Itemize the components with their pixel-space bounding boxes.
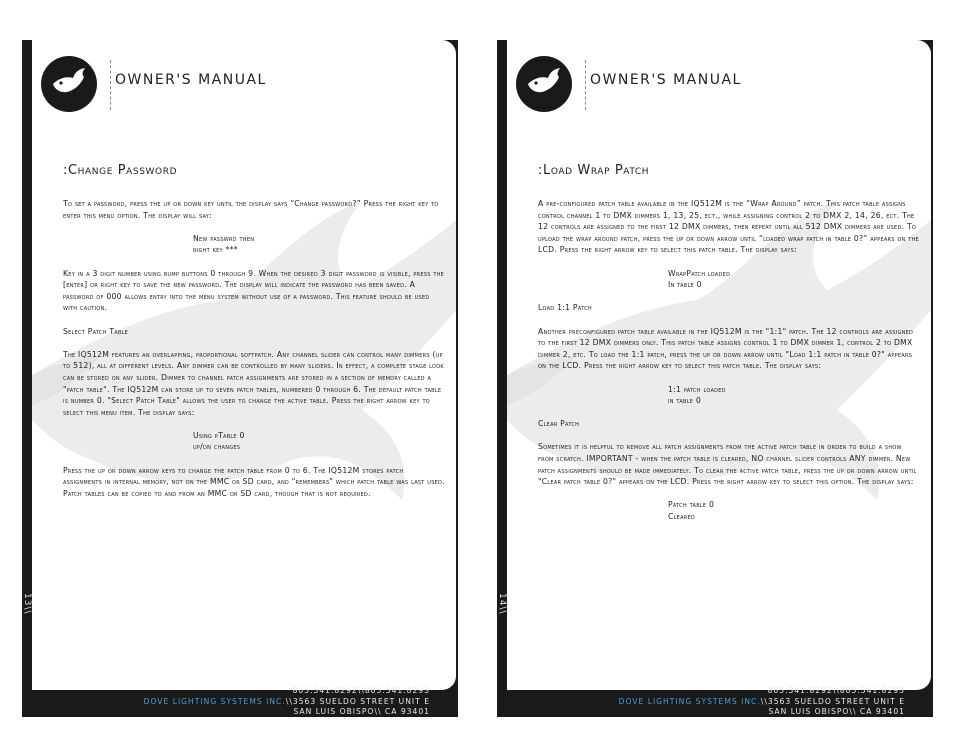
manual-page-right — [497, 40, 933, 717]
manual-page-left — [22, 40, 458, 717]
lcd-line: right key *** — [193, 245, 238, 255]
lcd-line: Cleared — [668, 512, 695, 522]
lcd-line: WrapPatch loaded — [668, 268, 731, 278]
lcd-line: Patch table 0 — [668, 500, 715, 510]
lcd-line: New passwrd then — [193, 233, 255, 243]
page-body — [538, 198, 920, 534]
footer-company: DOVE LIGHTING SYSTEMS INC. — [618, 696, 761, 706]
page-card — [32, 40, 456, 690]
footer-phone: 805.541.8292\\805.541.8293 — [292, 686, 430, 695]
footer-address-2: SAN LUIS OBISPO\\ CA 93401 — [293, 707, 430, 716]
footer-address-2: SAN LUIS OBISPO\\ CA 93401 — [768, 707, 905, 716]
lcd-line: in table 0 — [668, 396, 701, 406]
footer-company: DOVE LIGHTING SYSTEMS INC. — [143, 696, 286, 706]
footer-address-1: \\3563 SUELDO STREET UNIT E — [285, 696, 430, 706]
lcd-line: 1:1 patch loaded — [668, 384, 726, 394]
footer-address-1: \\3563 SUELDO STREET UNIT E — [760, 696, 905, 706]
body-paragraph: To set a password, press the up or down key until the display says “Change password?” Press the right key to enter this menu option. The display will say: — [63, 199, 439, 220]
lcd-display-text — [668, 268, 920, 291]
footer-contact — [144, 686, 430, 718]
body-paragraph: Sometimes it is helpful to remove all patch assignments from the active patch table in order to build a show from scratch. IMPORTANT - when the patch table is cleared, NO channel slider controls ANY dimmer. New patch assignments should be made immediately. To clear the active patch table, press the up or down arrow until "Clear patch table 0?" appears on the LCD. Press the right arrow key to select this option. The display says: — [538, 442, 917, 487]
manual-title: OWNER'S MANUAL — [590, 72, 742, 88]
lcd-display-text — [193, 430, 445, 453]
lcd-display-text — [668, 499, 920, 522]
lcd-display-text — [193, 233, 445, 256]
body-paragraph: The IQ512M features an overlapping, proportional softpatch. Any channel slider can control many dimmers (up to 512), all at different levels. Any dimmer can be controlled by many sliders. In effect, a complete stage look can be stored on any slider. Dimmer to channel patch assignments are stored in a section of memory called a "patch table". The IQ512M can store up to seven patch tables, numbered 0 through 6. The default patch table is number 0. "Select Patch Table" allows the user to change the active table. Press the right arrow key to select this menu item. The display says: — [63, 349, 444, 417]
header-divider — [110, 60, 111, 110]
footer-phone: 805.541.8292\\805.541.8293 — [767, 686, 905, 695]
page-card — [507, 40, 931, 690]
dove-logo-icon — [41, 56, 97, 112]
page-number: 13\\ — [22, 593, 32, 615]
lcd-line: Using pTable 0 — [193, 430, 245, 440]
body-paragraph: A pre-configured patch table available in the IQ512M is the “Wrap Around” patch. This patch table assigns control channel 1 to DMX dimmers 1, 13, 25, ect., while assigning control 2 to DMX 2, 14, 26, ect. The 12 controls are assigned to the first 12 DMX dimmers, then repeat until all 512 DMX dimmers are used. To upload the wrap around patch, press the up or down arrow until “loaded wrap patch in table 0?” appears on the LCD. Press the right arrow key to select this patch table. The display says: — [538, 199, 919, 255]
header-divider — [585, 60, 586, 110]
body-paragraph: Press the up or down arrow keys to change the patch table from 0 to 6. The IQ512M stores patch assignments in internal memory, not on the MMC or SD card, and "remembers" which patch table was last used. Patch tables can be copied to and from an MMC or SD card, though that is not required. — [63, 465, 445, 498]
section-title: :Change Password — [63, 163, 178, 178]
body-paragraph: Load 1:1 Patch — [538, 303, 592, 313]
dove-logo-icon — [516, 56, 572, 112]
body-paragraph: Select Patch Table — [63, 326, 129, 336]
body-paragraph: Key in a 3 digit number using bump buttons 0 through 9. When the desired 3 digit password is visible, press the [enter] or right key to save the new password. The display will indicate the password has been saved. A password of 000 allows entry into the menu system without use of a password. This feature should be used with caution. — [63, 268, 445, 313]
lcd-line: up/dn changes — [193, 442, 241, 452]
lcd-display-text — [668, 384, 920, 407]
lcd-line: In table 0 — [668, 280, 702, 290]
body-paragraph: Another preconfigured patch table available in the IQ512M is the "1:1" patch. The 12 controls are assigned to the first 12 DMX dimmers only. This patch table assigns control 1 to DMX dimmer 1, control 2 to DMX dimmer 2, etc. To load the 1:1 patch, press the up or down arrow until "Load 1:1 patch in table 0?" appears on the LCD. Press the right arrow key to select this patch table. The display says: — [538, 326, 914, 371]
manual-title: OWNER'S MANUAL — [115, 72, 267, 88]
page-body — [63, 198, 445, 511]
footer-contact — [619, 686, 905, 718]
page-number: 14\\ — [497, 593, 507, 615]
section-title: :Load Wrap Patch — [538, 163, 650, 178]
body-paragraph: Clear Patch — [538, 419, 580, 429]
